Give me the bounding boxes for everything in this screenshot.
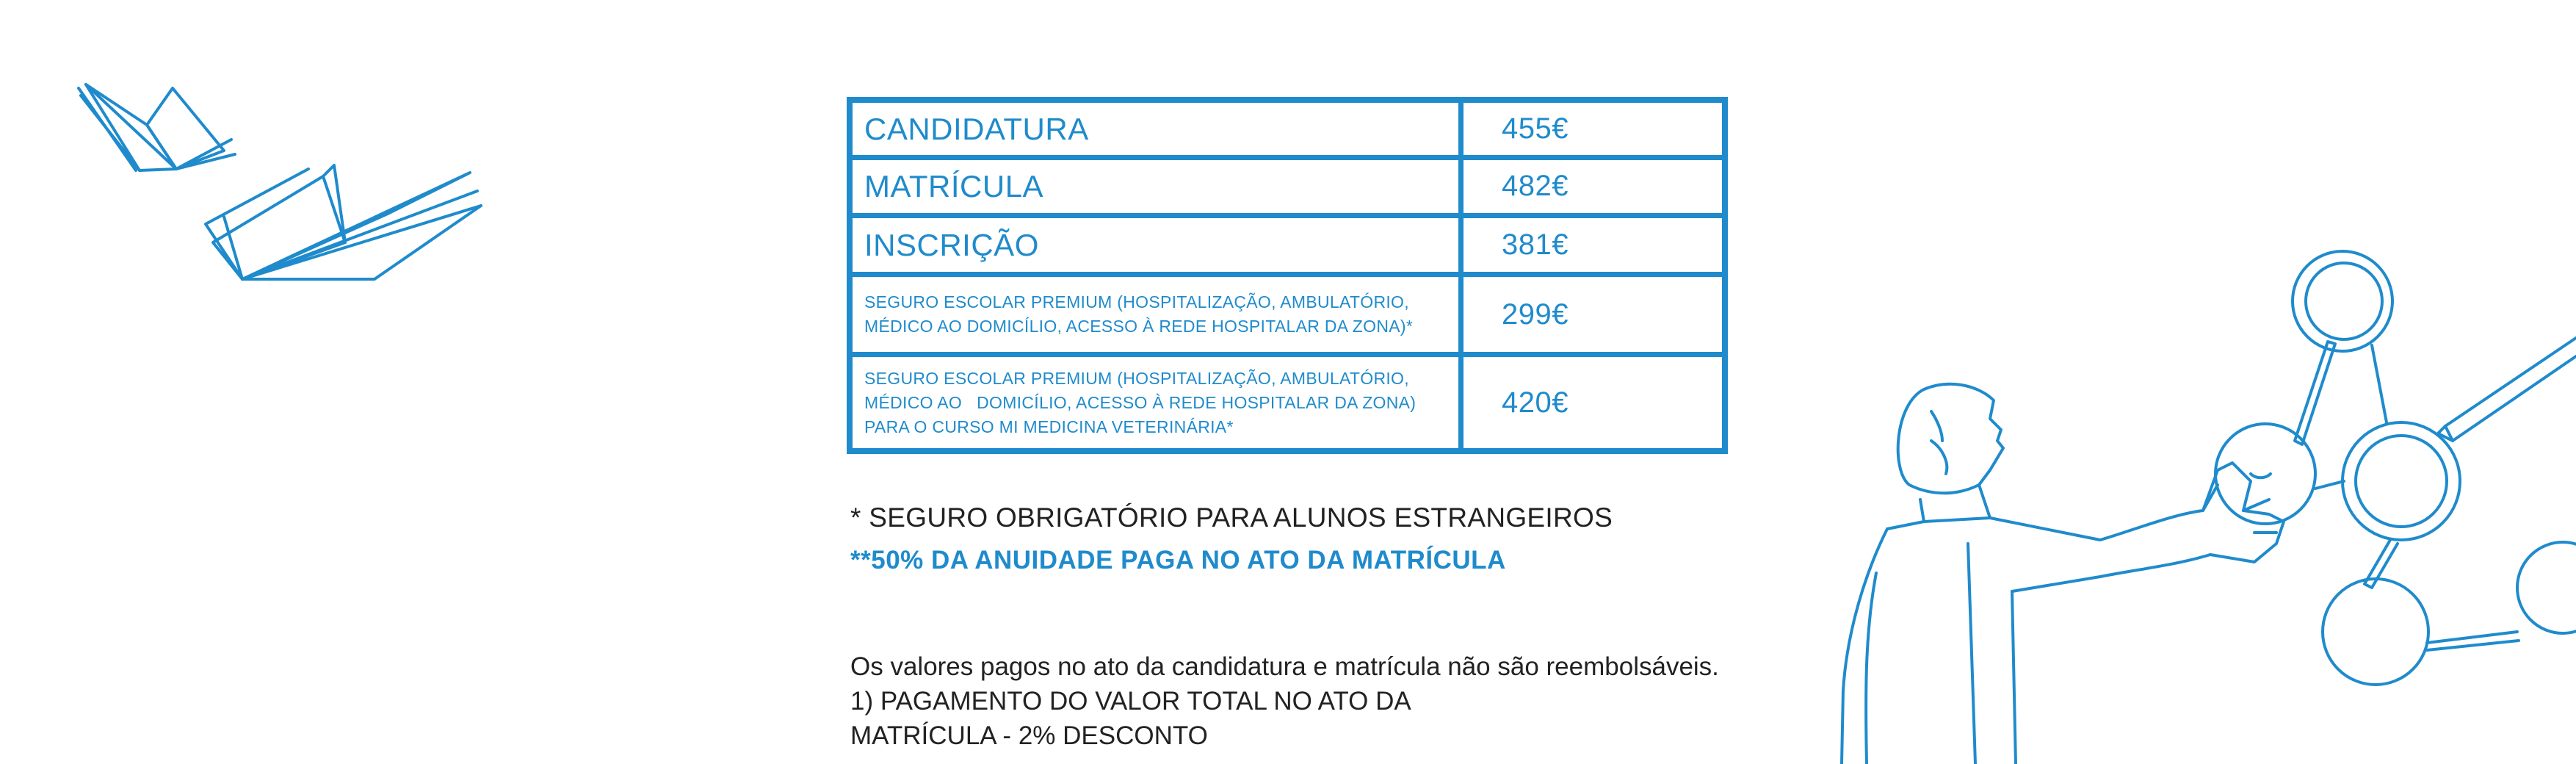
scientist-with-molecule-icon <box>1821 220 2576 764</box>
payment-discount-line: MATRÍCULA - 2% DESCONTO <box>850 721 1208 750</box>
flying-books-icon <box>66 66 499 301</box>
fee-price: 455€ <box>1461 100 1726 158</box>
annuity-note: **50% DA ANUIDADE PAGA NO ATO DA MATRÍCULA <box>850 546 1506 574</box>
fee-price: 420€ <box>1461 355 1726 451</box>
fee-label <box>850 355 1461 451</box>
fee-row <box>850 100 1725 158</box>
fee-label-line: SEGURO ESCOLAR PREMIUM (HOSPITALIZAÇÃO, AMBULATÓRIO, <box>864 292 1409 312</box>
refund-note: Os valores pagos no ato da candidatura e matrícula não são reembolsáveis. <box>850 652 1719 681</box>
fee-label-line: MÉDICO AO DOMICÍLIO, ACESSO À REDE HOSPITALAR DA ZONA)* <box>864 317 1414 336</box>
fee-label <box>850 275 1461 355</box>
fee-price: 482€ <box>1461 158 1726 216</box>
fees-table <box>847 97 1728 454</box>
insurance-note: * SEGURO OBRIGATÓRIO PARA ALUNOS ESTRANGEIROS <box>850 502 1613 533</box>
fee-row <box>850 355 1725 451</box>
fee-row <box>850 275 1725 355</box>
fee-label-line: SEGURO ESCOLAR PREMIUM (HOSPITALIZAÇÃO, AMBULATÓRIO, <box>864 368 1409 388</box>
fee-price: 381€ <box>1461 215 1726 275</box>
fee-row <box>850 215 1725 275</box>
fee-label-line: MÉDICO AO DOMICÍLIO, ACESSO À REDE HOSPITALAR DA ZONA) <box>864 392 1417 412</box>
fee-label: MATRÍCULA <box>850 158 1461 216</box>
fee-row <box>850 158 1725 216</box>
fee-label-line: PARA O CURSO MI MEDICINA VETERINÁRIA* <box>864 417 1234 436</box>
fee-price: 299€ <box>1461 275 1726 355</box>
fee-label: INSCRIÇÃO <box>850 215 1461 275</box>
fee-label: CANDIDATURA <box>850 100 1461 158</box>
payment-discount-line: 1) PAGAMENTO DO VALOR TOTAL NO ATO DA <box>850 687 1411 716</box>
